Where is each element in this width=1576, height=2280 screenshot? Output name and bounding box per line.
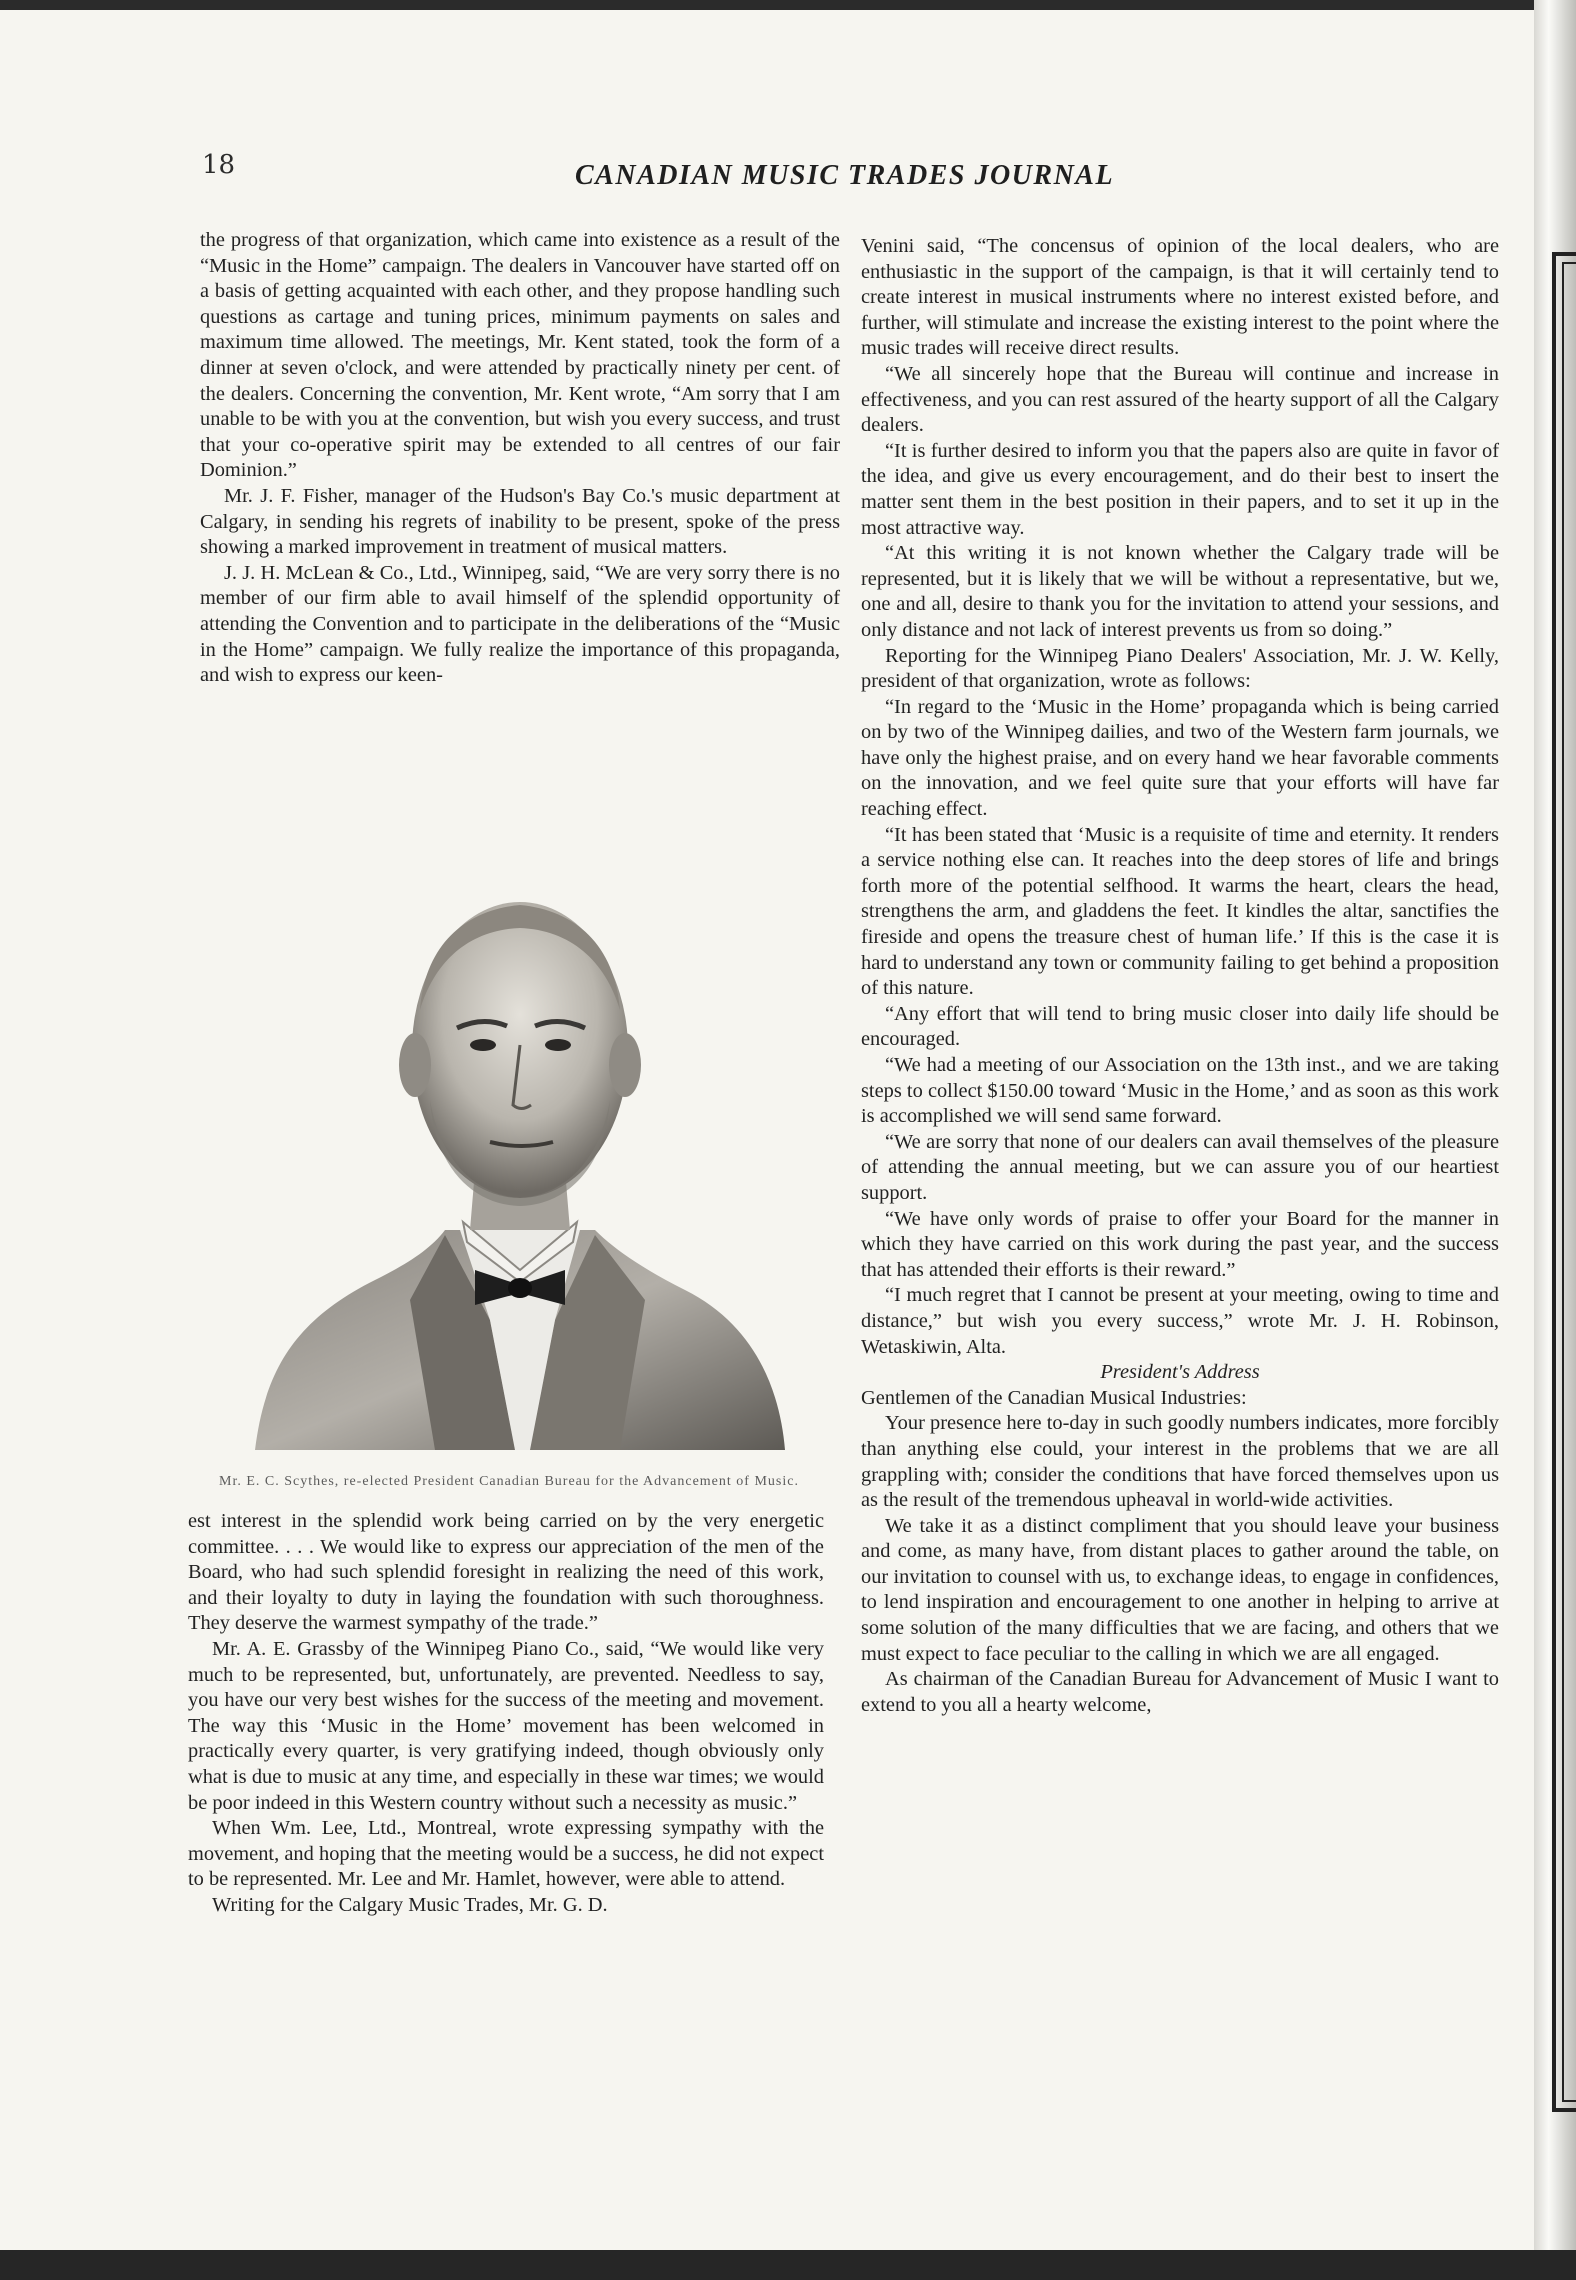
paragraph: “I much regret that I cannot be present at your meeting, owing to time and distance,” but wish you every success,” wrote Mr. J. H. Robinson, Wetaskiwin, Alta. xyxy=(861,1284,1499,1358)
paragraph: “It has been stated that ‘Music is a requisite of time and eternity. It renders a service nothing else can. It reaches into the deep stores of life and brings forth more of the potential selfhood. It warms the heart, clears the head, strengthens the arm, and gladdens the feet. It kindles the altar, sanctifies the fireside and opens the treasure chest of human life.’ If this is the case it is hard to understand any town or community failing to get behind a proposition of this nature. xyxy=(861,823,1499,1000)
left-column-top xyxy=(200,228,840,689)
paragraph: “We had a meeting of our Association on the 13th inst., and we are taking steps to collect $150.00 toward ‘Music in the Home,’ and as soon as this work is accomplished we will send same forward. xyxy=(861,1054,1499,1128)
right-column xyxy=(861,234,1499,1718)
paragraph: Venini said, “The concensus of opinion of the local dealers, who are enthusiastic in the support of the campaign, is that it will certainly tend to create interest in musical instruments where no interest existed before, and further, will stimulate and increase the existing interest to the point where the music trades will receive direct results. xyxy=(861,235,1499,360)
paragraph: “In regard to the ‘Music in the Home’ propaganda which is being carried on by two of the Winnipeg dailies, and two of the Western farm journals, we have only the highest praise, and on every hand we hear favorable comments on the innovation, and we feel quite sure that your efforts will have far reaching effect. xyxy=(861,695,1499,821)
paragraph: the progress of that organization, which came into existence as a result of the “Music in the Home” campaign. The dealers in Vancouver have started off on a basis of getting acquainted with each other, and they propose handling such questions as cartage and tuning prices, minimum payments on sales and maximum time allowed. The meetings, Mr. Kent stated, took the form of a dinner at seven o'clock, and were attended by practically ninety per cent. of the dealers. Concerning the convention, Mr. Kent wrote, “Am sorry that I am unable to be with you at the convention, but wish you every success, and trust that your co-operative spirit may be extended to all centres of our fair Dominion.” xyxy=(200,229,840,482)
paragraph: Your presence here to-day in such goodly numbers indicates, more forcibly than anything else could, your interest in the problems that we are all grappling with; consider the conditions that have forced themselves upon us as the result of the tremendous upheaval in world-wide activities. xyxy=(861,1412,1499,1512)
journal-title: CANADIAN MUSIC TRADES JOURNAL xyxy=(575,160,1115,191)
paragraph: Reporting for the Winnipeg Piano Dealers' Association, Mr. J. W. Kelly, president of that organization, wrote as follows: xyxy=(861,644,1499,693)
paragraph: Writing for the Calgary Music Trades, Mr. G. D. xyxy=(212,1893,608,1916)
paragraph: “We are sorry that none of our dealers can avail themselves of the pleasure of attending the annual meeting, but we can assure you of our heartiest support. xyxy=(861,1130,1499,1204)
paragraph: When Wm. Lee, Ltd., Montreal, wrote expressing sympathy with the movement, and hoping that the meeting would be a success, he did not expect to be represented. Mr. Lee and Mr. Hamlet, however, were able to attend. xyxy=(188,1817,824,1891)
section-heading: President's Address xyxy=(1100,1361,1260,1384)
paragraph: J. J. H. McLean & Co., Ltd., Winnipeg, said, “We are very sorry there is no member of our firm able to avail himself of the splendid opportunity of attending the Convention and to participate in the deliberations of the “Music in the Home” campaign. We fully realize the importance of this propaganda, and wish to express our keen- xyxy=(200,561,840,687)
paragraph: “We all sincerely hope that the Bureau will continue and increase in effectiveness, and you can rest assured of the hearty support of all the Calgary dealers. xyxy=(861,362,1499,437)
left-column-bottom xyxy=(188,1509,824,1919)
paragraph: est interest in the splendid work being carried on by the very energetic committee. . . . We would like to express our appreciation of the men of the Board, who had such splendid foresight in realizing the need of this work, and their loyalty to duty in laying the foundation with such thoroughness. They deserve the warmest sympathy of the trade.” xyxy=(188,1510,824,1635)
paragraph: As chairman of the Canadian Bureau for Advancement of Music I want to extend to you all a hearty welcome, xyxy=(861,1668,1499,1716)
scan-bottom-edge xyxy=(0,2250,1576,2280)
photo-caption: Mr. E. C. Scythes, re-elected President Canadian Bureau for the Advancement of Music. xyxy=(219,1474,799,1489)
paragraph: Mr. J. F. Fisher, manager of the Hudson's Bay Co.'s music department at Calgary, in sending his regrets of inability to be present, spoke of the press showing a marked improvement in treatment of musical matters. xyxy=(200,484,840,559)
portrait-photo xyxy=(235,850,795,1460)
paragraph: “It is further desired to inform you that the papers also are quite in favor of the idea, and give us every encouragement, and do their best to insert the matter sent them in the best position in their papers, and to set it up in the most attractive way. xyxy=(861,439,1499,539)
page-number: 18 xyxy=(202,150,236,180)
paragraph: “Any effort that will tend to bring music closer into daily life should be encouraged. xyxy=(861,1002,1499,1051)
paragraph: We take it as a distinct compliment that you should leave your business and come, as many have, from distant places to gather around the table, on our invitation to counsel with us, to exchange ideas, to engage in confidences, to lend inspiration and encouragement to one another in helping to arrive at some solution of the many difficulties that we are facing, and others that we must expect to face peculiar to the calling in which we are all engaged. xyxy=(861,1514,1499,1665)
adjacent-page-border xyxy=(1552,252,1576,2112)
paragraph: Mr. A. E. Grassby of the Winnipeg Piano Co., said, “We would like very much to be represented, but, unfortunately, are prevented. Needless to say, you have our very best wishes for the success of the meeting and movement. The way this ‘Music in the Home’ movement has been welcomed in practically every quarter, is very gratifying indeed, though obviously only what is due to music at any time, and especially in these war times; we would be poor indeed in this Western country without such a necessity as music.” xyxy=(188,1637,824,1814)
paragraph: “At this writing it is not known whether the Calgary trade will be represented, but it is likely that we will be without a representative, but we, one and all, desire to thank you for the invitation to attend your sessions, and only distance and not lack of interest prevents us from so doing.” xyxy=(861,542,1499,641)
salutation: Gentlemen of the Canadian Musical Industries: xyxy=(861,1386,1247,1409)
paragraph: “We have only words of praise to offer your Board for the manner in which they have carried on this work during the past year, and the success that has attended their efforts is their reward.” xyxy=(861,1207,1499,1281)
